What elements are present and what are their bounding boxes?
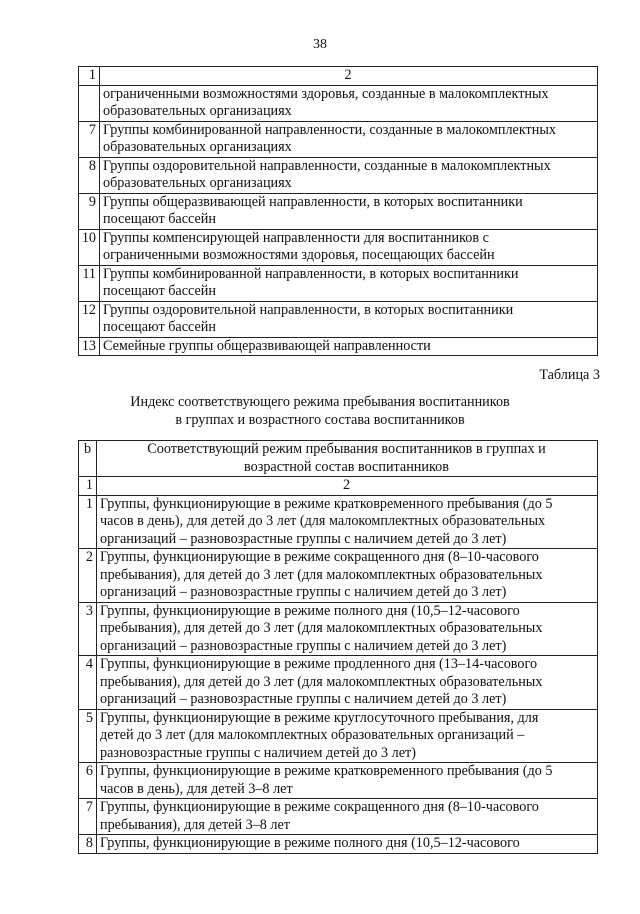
row-text-line: Группы, функционирующие в режиме сокращенного дня (8–10-часового xyxy=(100,799,539,815)
column-2-header: 2 xyxy=(100,67,598,86)
stay-mode-table-body xyxy=(79,495,598,853)
row-text-line: организаций – разновозрастные группы с наличием детей до 3 лет) xyxy=(100,691,507,707)
row-text-line: Группы, функционирующие в режиме полного дня (10,5–12-часового xyxy=(100,835,520,851)
row-text xyxy=(100,85,598,121)
row-text xyxy=(97,602,598,656)
header-line: Соответствующий режим пребывания воспитанников в группах и xyxy=(147,441,546,457)
row-text-line: образовательных организациях xyxy=(103,103,292,119)
index-column-header: b xyxy=(79,441,97,477)
page-number: 38 xyxy=(313,37,327,52)
groups-table-continuation xyxy=(78,66,598,356)
row-number: 8 xyxy=(79,157,100,193)
row-text xyxy=(97,709,598,763)
row-number: 10 xyxy=(79,229,100,265)
row-text xyxy=(100,337,598,356)
stay-mode-column-header xyxy=(97,441,598,477)
row-number: 4 xyxy=(79,656,97,710)
column-1-number: 1 xyxy=(79,477,97,496)
row-text-line: Группы, функционирующие в режиме кратковременного пребывания (до 5 xyxy=(100,763,553,779)
row-text-line: часов в день), для детей 3–8 лет xyxy=(100,780,293,797)
row-text-line: Группы, функционирующие в режиме полного дня (10,5–12-часового xyxy=(100,602,520,619)
column-number-row xyxy=(79,477,598,496)
table-caption: Таблица 3 xyxy=(539,367,600,383)
table-row xyxy=(79,709,598,763)
row-text xyxy=(100,121,598,157)
row-number: 11 xyxy=(79,265,100,301)
row-text xyxy=(97,763,598,799)
row-text-line: Группы, функционирующие в режиме кратковременного пребывания (до 5 xyxy=(100,495,553,512)
table-row xyxy=(79,799,598,835)
table-row xyxy=(79,229,598,265)
table-row xyxy=(79,121,598,157)
row-text xyxy=(100,301,598,337)
row-number: 1 xyxy=(79,495,97,549)
row-number xyxy=(79,85,100,121)
row-text-line: Семейные группы общеразвивающей направленности xyxy=(103,337,431,354)
row-text-line: пребывания), для детей 3–8 лет xyxy=(100,816,291,833)
row-text-line: часов в день), для детей до 3 лет (для малокомплектных образовательных xyxy=(100,513,546,529)
row-text-line: посещают бассейн xyxy=(103,211,216,227)
table-row xyxy=(79,193,598,229)
row-number: 12 xyxy=(79,301,100,337)
row-text-line: организаций – разновозрастные группы с наличием детей до 3 лет) xyxy=(100,637,507,654)
row-text xyxy=(100,265,598,301)
table-row xyxy=(79,85,598,121)
row-text xyxy=(97,495,598,549)
table-row xyxy=(79,835,598,854)
row-text-line: Группы, функционирующие в режиме сокращенного дня (8–10-часового xyxy=(100,549,539,565)
table-row xyxy=(79,656,598,710)
row-number: 7 xyxy=(79,121,100,157)
table-title xyxy=(0,393,640,429)
row-text xyxy=(97,835,598,854)
row-text-line: организаций – разновозрастные группы с наличием детей до 3 лет) xyxy=(100,530,507,547)
table-row xyxy=(79,602,598,656)
row-text-line: Группы оздоровительной направленности, в которых воспитанники xyxy=(103,301,514,318)
table-header-row xyxy=(79,67,598,86)
row-text-line: посещают бассейн xyxy=(103,283,216,299)
row-text-line: Группы оздоровительной направленности, созданные в малокомплектных xyxy=(103,157,551,174)
row-number: 9 xyxy=(79,193,100,229)
row-number: 13 xyxy=(79,337,100,356)
table-title-line: Индекс соответствующего режима пребывания воспитанников xyxy=(130,394,510,410)
row-text xyxy=(100,157,598,193)
row-text xyxy=(100,193,598,229)
row-text-line: ограниченными возможностями здоровья, посещающих бассейн xyxy=(103,247,495,263)
row-text-line: разновозрастные группы с наличием детей до 3 лет) xyxy=(100,744,416,761)
row-text-line: пребывания), для детей до 3 лет (для малокомплектных образовательных xyxy=(100,673,543,690)
row-number: 6 xyxy=(79,763,97,799)
row-text-line: Группы комбинированной направленности, в которых воспитанники xyxy=(103,265,519,282)
row-text xyxy=(97,799,598,835)
row-text-line: ограниченными возможностями здоровья, созданные в малокомплектных xyxy=(103,85,549,102)
row-text xyxy=(97,549,598,603)
column-1-header: 1 xyxy=(79,67,100,86)
table-row xyxy=(79,301,598,337)
row-text xyxy=(100,229,598,265)
table-header-row xyxy=(79,441,598,477)
row-text xyxy=(97,656,598,710)
table-row xyxy=(79,549,598,603)
table-row xyxy=(79,337,598,356)
row-text-line: посещают бассейн xyxy=(103,319,216,335)
row-number: 2 xyxy=(79,549,97,603)
row-text-line: Группы комбинированной направленности, созданные в малокомплектных xyxy=(103,121,556,138)
table-row xyxy=(79,763,598,799)
row-text-line: образовательных организациях xyxy=(103,139,292,155)
row-text-line: организаций – разновозрастные группы с наличием детей до 3 лет) xyxy=(100,584,507,600)
column-2-number: 2 xyxy=(97,477,598,496)
row-text-line: Группы компенсирующей направленности для воспитанников с xyxy=(103,229,489,246)
row-text-line: детей до 3 лет (для малокомплектных образовательных организаций – xyxy=(100,727,525,743)
row-text-line: пребывания), для детей до 3 лет (для малокомплектных образовательных xyxy=(100,620,543,636)
table-title-line: в группах и возрастного состава воспитанников xyxy=(175,412,465,428)
stay-mode-table xyxy=(78,440,598,854)
row-number: 5 xyxy=(79,709,97,763)
row-text-line: Группы, функционирующие в режиме круглосуточного пребывания, для xyxy=(100,709,539,726)
table-row xyxy=(79,265,598,301)
header-line: возрастной состав воспитанников xyxy=(244,458,449,475)
row-text-line: образовательных организациях xyxy=(103,175,292,191)
row-number: 8 xyxy=(79,835,97,854)
row-text-line: пребывания), для детей до 3 лет (для малокомплектных образовательных xyxy=(100,566,543,583)
groups-table-body xyxy=(79,85,598,356)
row-number: 3 xyxy=(79,602,97,656)
row-text-line: Группы общеразвивающей направленности, в которых воспитанники xyxy=(103,193,523,210)
row-number: 7 xyxy=(79,799,97,835)
row-text-line: Группы, функционирующие в режиме продленного дня (13–14-часового xyxy=(100,656,538,672)
table-row xyxy=(79,495,598,549)
table-row xyxy=(79,157,598,193)
